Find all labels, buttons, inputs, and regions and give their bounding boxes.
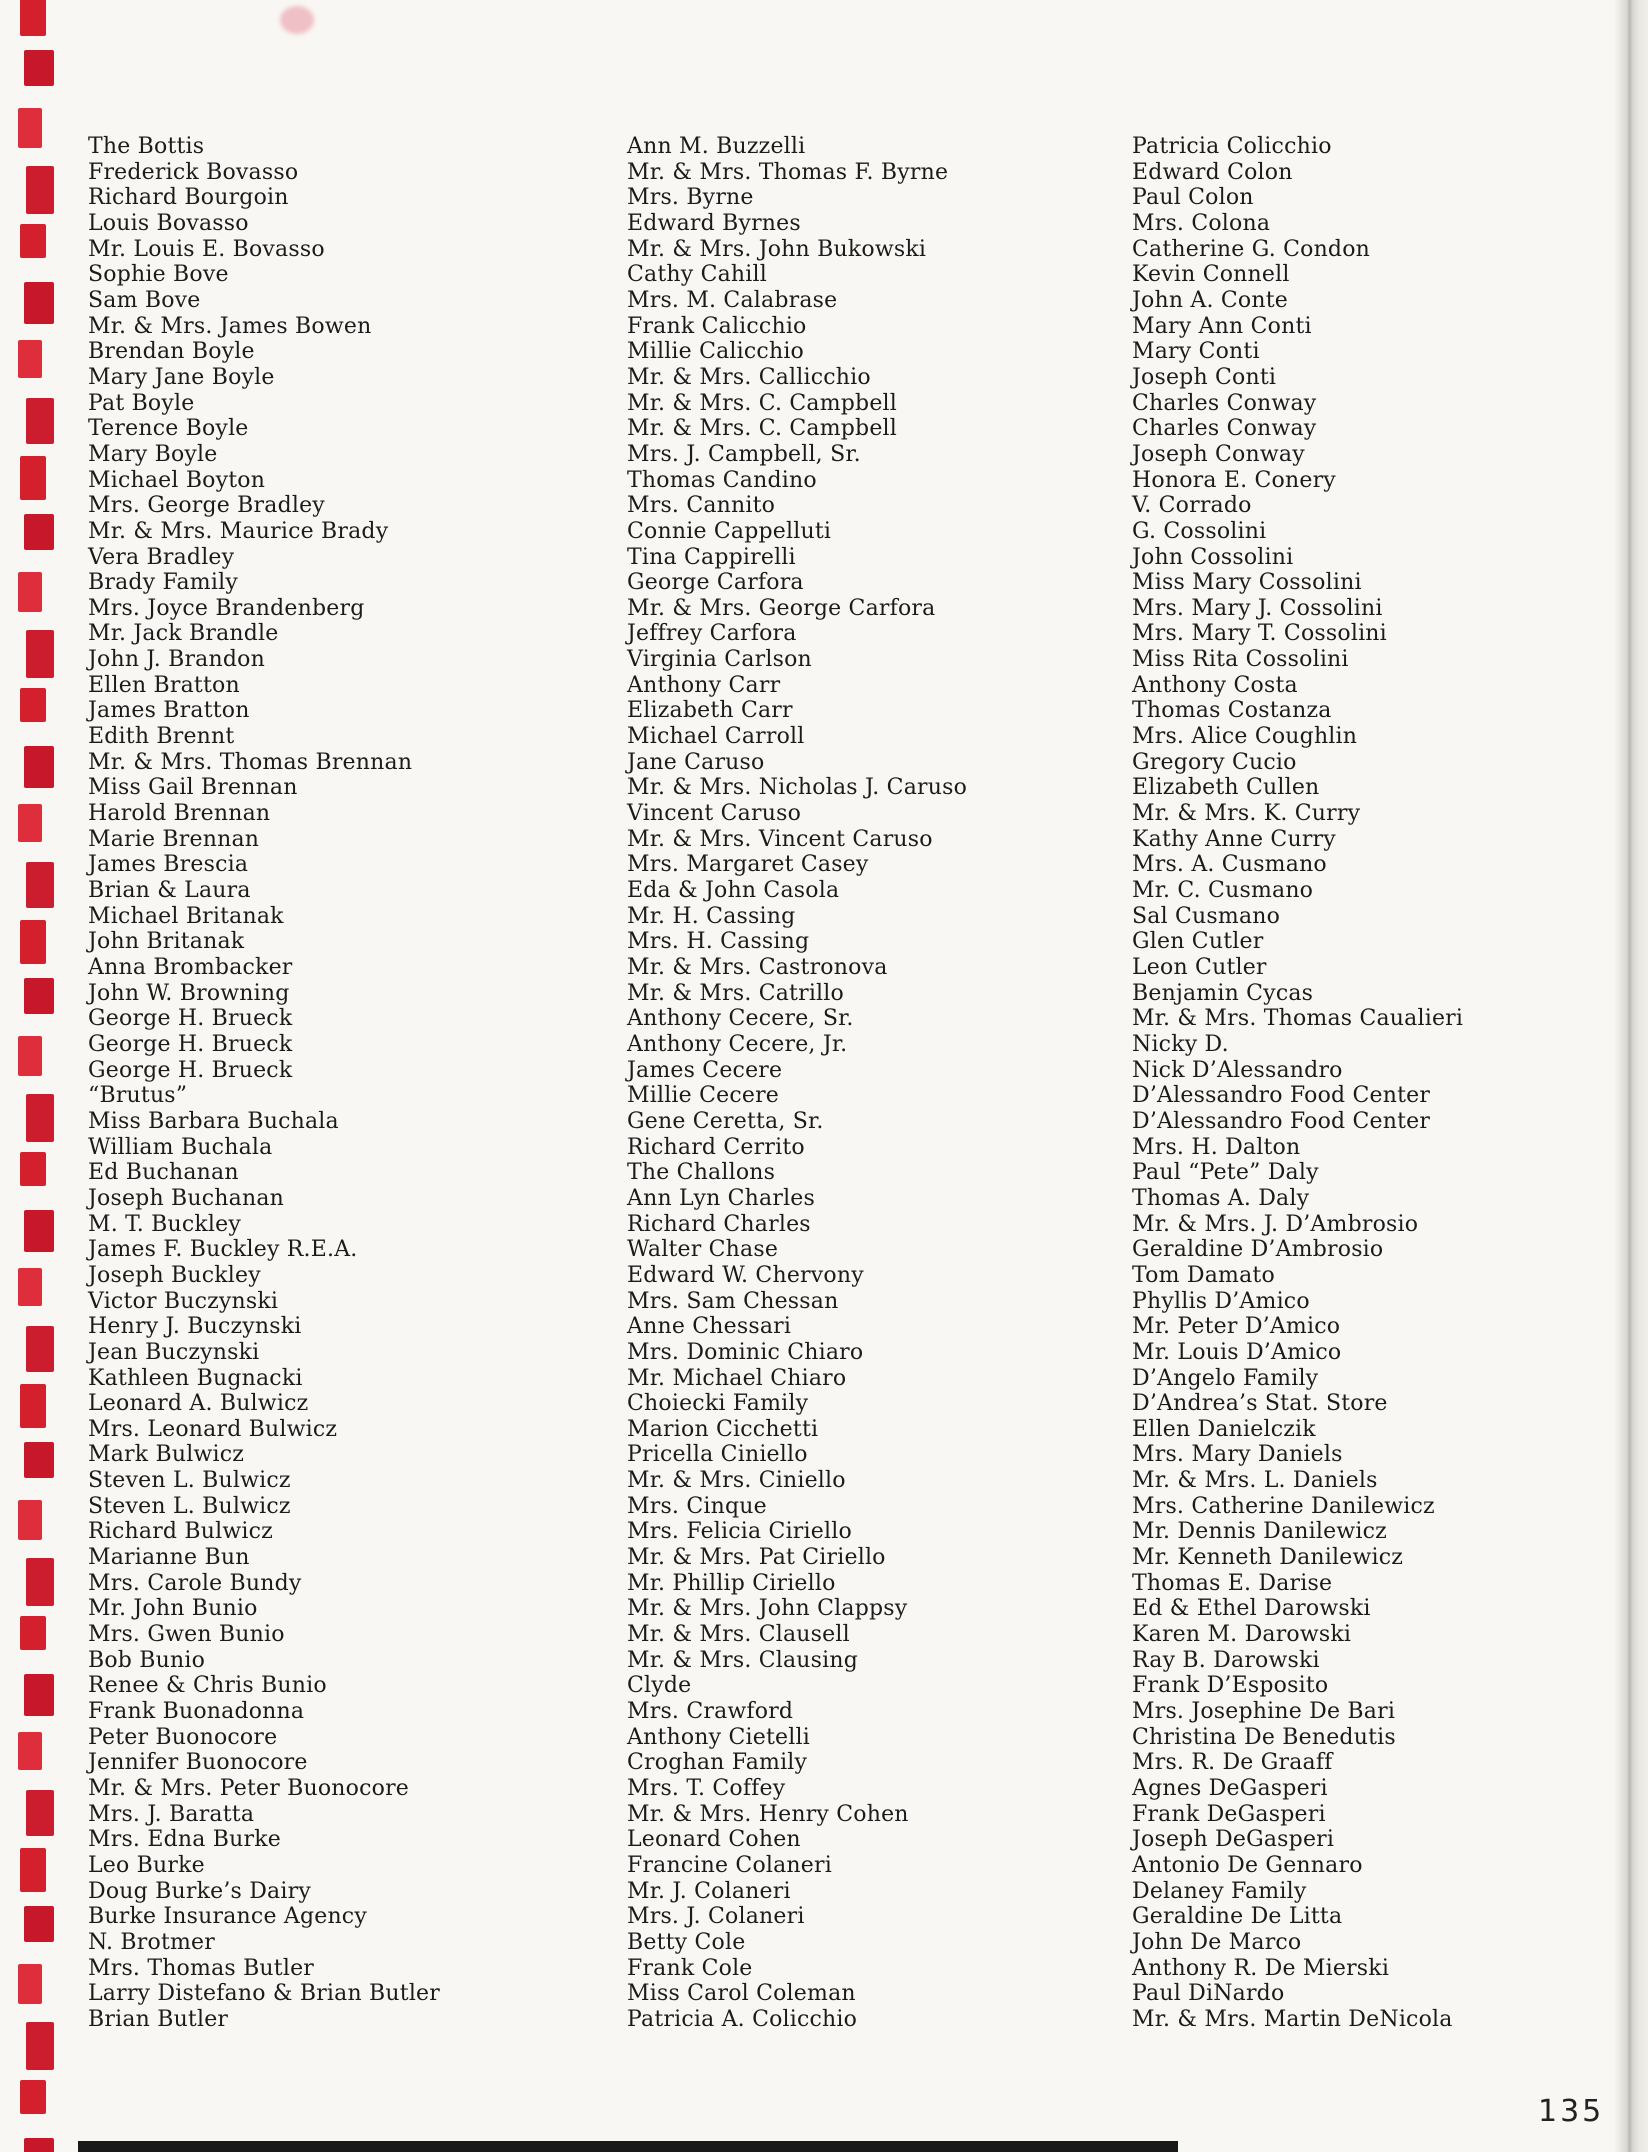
directory-entry: Elizabeth Carr	[627, 698, 793, 724]
directory-entry: Gene Ceretta, Sr.	[627, 1108, 824, 1134]
directory-entry: Burke Insurance Agency	[88, 1904, 367, 1930]
directory-entry: Mrs. Margaret Casey	[627, 852, 869, 878]
directory-entry: Mrs. H. Cassing	[627, 929, 810, 955]
directory-entry: Ed Buchanan	[88, 1160, 239, 1186]
directory-entry: Harold Brennan	[88, 801, 271, 827]
directory-entry: Leo Burke	[88, 1852, 205, 1878]
red-edge-mark	[18, 1964, 42, 2004]
directory-entry: Thomas A. Daly	[1132, 1185, 1310, 1211]
directory-entry: Ed & Ethel Darowski	[1132, 1596, 1371, 1622]
directory-entry: Vera Bradley	[88, 544, 235, 570]
directory-entry: Richard Bourgoin	[88, 185, 289, 211]
directory-entry: Anne Chessari	[627, 1314, 792, 1340]
directory-entry: Pricella Ciniello	[627, 1442, 808, 1468]
directory-entry: John W. Browning	[88, 980, 290, 1006]
red-edge-mark	[24, 1442, 54, 1478]
directory-entry: Miss Barbara Buchala	[88, 1108, 339, 1134]
directory-entry: Thomas Costanza	[1132, 698, 1332, 724]
directory-entry: Mrs. H. Dalton	[1132, 1134, 1301, 1160]
directory-entry: Mr. & Mrs. Thomas F. Byrne	[627, 159, 949, 185]
red-edge-mark	[24, 746, 54, 788]
red-edge-mark	[24, 1210, 54, 1252]
red-edge-mark	[24, 514, 54, 550]
directory-entry: Mr. & Mrs. John Clappsy	[627, 1596, 908, 1622]
directory-entry: D’Andrea’s Stat. Store	[1132, 1391, 1388, 1417]
red-edge-mark	[20, 224, 46, 258]
directory-entry: Frederick Bovasso	[88, 159, 299, 185]
directory-entry: Mrs. Alice Coughlin	[1132, 724, 1358, 750]
directory-entry: Brian Butler	[88, 2006, 229, 2032]
directory-entry: Richard Bulwicz	[88, 1519, 273, 1545]
directory-entry: Ann Lyn Charles	[627, 1185, 816, 1211]
directory-entry: Francine Colaneri	[627, 1852, 832, 1878]
directory-entry: Clyde	[627, 1673, 692, 1699]
directory-entry: Mr. Peter D’Amico	[1132, 1314, 1341, 1340]
directory-entry: Terence Boyle	[88, 416, 249, 442]
directory-entry: Mary Boyle	[88, 441, 218, 467]
directory-entry: Marion Cicchetti	[627, 1416, 819, 1442]
directory-entry: Sam Bove	[88, 287, 201, 313]
directory-entry: Mrs. J. Campbell, Sr.	[627, 441, 861, 467]
directory-entry: Mr. & Mrs. J. D’Ambrosio	[1132, 1211, 1419, 1237]
directory-entry: Ann M. Buzzelli	[627, 134, 806, 159]
directory-entry: Thomas Candino	[627, 467, 817, 493]
directory-entry: Mr. & Mrs. Thomas Brennan	[88, 749, 413, 775]
directory-entry: Leonard A. Bulwicz	[88, 1391, 309, 1417]
directory-entry: Anthony R. De Mierski	[1132, 1955, 1390, 1981]
directory-entry: Mr. J. Colaneri	[627, 1878, 791, 1904]
directory-entry: The Challons	[627, 1160, 776, 1186]
red-edge-mark	[26, 398, 54, 444]
directory-entry: Jennifer Buonocore	[88, 1750, 308, 1776]
directory-entry: Mrs. Mary Daniels	[1132, 1442, 1343, 1468]
directory-entry: Nicky D.	[1132, 1031, 1229, 1057]
red-edge-mark	[26, 630, 54, 678]
red-edge-mark	[20, 0, 46, 36]
directory-entry: Anthony Costa	[1132, 672, 1298, 698]
red-edge-mark	[26, 862, 54, 908]
directory-entry: Mr. & Mrs. Henry Cohen	[627, 1801, 909, 1827]
directory-entry: Christina De Benedutis	[1132, 1724, 1396, 1750]
directory-entry: Mr. & Mrs. Martin DeNicola	[1132, 2006, 1453, 2032]
directory-entry: D’Angelo Family	[1132, 1365, 1319, 1391]
directory-entry: Mrs. Colona	[1132, 210, 1271, 236]
directory-entry: Jeffrey Carfora	[627, 621, 797, 647]
directory-entry: Mary Jane Boyle	[88, 364, 275, 390]
red-edge-mark	[20, 1616, 46, 1650]
directory-entry: Mary Ann Conti	[1132, 313, 1312, 339]
directory-entry: Mr. Louis D’Amico	[1132, 1339, 1342, 1365]
directory-entry: James Bratton	[88, 698, 250, 724]
directory-entry: “Brutus”	[88, 1083, 188, 1109]
directory-column-1	[88, 134, 440, 2033]
directory-entry: Brian & Laura	[88, 878, 251, 904]
directory-entry: Mr. & Mrs. C. Campbell	[627, 416, 898, 442]
directory-entry: Doug Burke’s Dairy	[88, 1878, 311, 1904]
red-edge-mark	[26, 166, 54, 214]
directory-entry: Mr. Louis E. Bovasso	[88, 236, 325, 262]
directory-entry: Tom Damato	[1132, 1262, 1275, 1288]
directory-entry: Mrs. Mary J. Cossolini	[1132, 595, 1383, 621]
directory-entry: Benjamin Cycas	[1132, 980, 1314, 1006]
directory-entry: Ellen Danielczik	[1132, 1416, 1316, 1442]
directory-entry: Mrs. Felicia Ciriello	[627, 1519, 852, 1545]
directory-entry: Mrs. Mary T. Cossolini	[1132, 621, 1387, 647]
red-edge-mark	[18, 1500, 42, 1540]
directory-entry: Mr. & Mrs. Nicholas J. Caruso	[627, 775, 968, 801]
directory-entry: G. Cossolini	[1132, 518, 1267, 544]
red-edge-mark	[20, 1384, 46, 1428]
directory-entry: Honora E. Conery	[1132, 467, 1336, 493]
pink-smudge-artifact	[280, 6, 314, 34]
directory-entry: Ellen Bratton	[88, 672, 240, 698]
directory-entry: Mrs. Josephine De Bari	[1132, 1699, 1396, 1725]
red-edge-mark	[18, 1036, 42, 1076]
directory-entry: Mr. Michael Chiaro	[627, 1365, 847, 1391]
directory-entry: Mrs. Edna Burke	[88, 1827, 281, 1853]
directory-entry: Mr. & Mrs. George Carfora	[627, 595, 936, 621]
directory-entry: Mrs. Crawford	[627, 1699, 794, 1725]
directory-entry: Mrs. Cinque	[627, 1493, 767, 1519]
directory-entry: Victor Buczynski	[88, 1288, 279, 1314]
directory-entry: Mrs. J. Baratta	[88, 1801, 255, 1827]
red-edge-mark	[24, 2138, 54, 2152]
directory-entry: Mark Bulwicz	[88, 1442, 245, 1468]
directory-entry: Mr. Kenneth Danilewicz	[1132, 1545, 1404, 1571]
directory-entry: Patricia A. Colicchio	[627, 2006, 858, 2032]
directory-entry: Patricia Colicchio	[1132, 134, 1332, 159]
red-edge-mark	[18, 804, 42, 842]
directory-entry: The Bottis	[88, 134, 205, 159]
red-edge-mark	[20, 1848, 46, 1892]
directory-entry: George Carfora	[627, 570, 804, 596]
directory-entry: Sophie Bove	[88, 262, 229, 288]
directory-entry: Joseph Buchanan	[88, 1185, 285, 1211]
directory-entry: Edward Byrnes	[627, 210, 801, 236]
directory-entry: Richard Charles	[627, 1211, 811, 1237]
red-edge-mark	[18, 1268, 42, 1306]
red-edge-mark	[18, 340, 42, 378]
left-edge-marks	[0, 0, 60, 2152]
directory-entry: Pat Boyle	[88, 390, 195, 416]
directory-entry: Mrs. Leonard Bulwicz	[88, 1416, 338, 1442]
red-edge-mark	[24, 1674, 54, 1716]
directory-entry: Brendan Boyle	[88, 339, 255, 365]
directory-entry: Ray B. Darowski	[1132, 1647, 1320, 1673]
directory-entry: Mr. & Mrs. Pat Ciriello	[627, 1545, 886, 1571]
directory-entry: Anthony Carr	[627, 672, 781, 698]
red-edge-mark	[20, 2080, 46, 2114]
directory-entry: Agnes DeGasperi	[1132, 1776, 1328, 1801]
directory-entry: Antonio De Gennaro	[1132, 1852, 1363, 1878]
directory-entry: Mr. & Mrs. Callicchio	[627, 364, 871, 390]
directory-entry: William Buchala	[88, 1134, 273, 1160]
directory-entry: John De Marco	[1132, 1929, 1302, 1955]
directory-entry: Mr. & Mrs. Ciniello	[627, 1468, 846, 1494]
directory-entry: Mr. Phillip Ciriello	[627, 1570, 836, 1596]
directory-entry: Michael Carroll	[627, 724, 805, 750]
directory-entry: Frank Cole	[627, 1955, 753, 1981]
directory-entry: Mr. & Mrs. Clausing	[627, 1647, 859, 1673]
directory-entry: Anna Brombacker	[88, 955, 293, 980]
directory-entry: Mr. & Mrs. L. Daniels	[1132, 1468, 1378, 1494]
red-edge-mark	[26, 1790, 54, 1836]
directory-entry: George H. Brueck	[88, 1031, 293, 1057]
directory-entry: Cathy Cahill	[627, 262, 768, 288]
directory-entry: Steven L. Bulwicz	[88, 1493, 291, 1519]
directory-entry: Glen Cutler	[1132, 929, 1264, 955]
directory-entry: Frank Calicchio	[627, 313, 807, 339]
directory-entry: Michael Britanak	[88, 903, 284, 929]
red-edge-mark	[26, 2022, 54, 2070]
directory-entry: Mary Conti	[1132, 339, 1260, 365]
directory-entry: Anthony Cietelli	[627, 1724, 810, 1750]
red-edge-mark	[24, 978, 54, 1014]
directory-entry: Mrs. Carole Bundy	[88, 1570, 302, 1596]
directory-entry: Brady Family	[88, 570, 238, 596]
directory-entry: Marie Brennan	[88, 826, 260, 852]
directory-entry: M. T. Buckley	[88, 1211, 242, 1237]
directory-entry: Gregory Cucio	[1132, 749, 1297, 775]
directory-entry: Elizabeth Cullen	[1132, 775, 1320, 801]
directory-entry: D’Alessandro Food Center	[1132, 1108, 1431, 1134]
red-edge-mark	[20, 1152, 46, 1186]
directory-entry: Jane Caruso	[627, 749, 765, 775]
directory-entry: Bob Bunio	[88, 1647, 206, 1673]
directory-entry: John Cossolini	[1132, 544, 1294, 570]
directory-entry: Tina Cappirelli	[627, 544, 796, 570]
directory-entry: Kathleen Bugnacki	[88, 1365, 303, 1391]
red-edge-mark	[20, 456, 46, 500]
directory-entry: Mrs. Dominic Chiaro	[627, 1339, 864, 1365]
directory-entry: Connie Cappelluti	[627, 518, 832, 544]
directory-entry: Mr. Dennis Danilewicz	[1132, 1519, 1387, 1545]
directory-entry: V. Corrado	[1132, 493, 1252, 519]
directory-entry: Anthony Cecere, Jr.	[627, 1031, 848, 1057]
directory-entry: Mr. Jack Brandle	[88, 621, 279, 647]
directory-entry: James Cecere	[627, 1057, 783, 1083]
directory-entry: Charles Conway	[1132, 416, 1317, 442]
red-edge-mark	[26, 1326, 54, 1372]
directory-entry: Leonard Cohen	[627, 1827, 801, 1853]
directory-entry: Mr. & Mrs. Vincent Caruso	[627, 826, 933, 852]
directory-entry: Mrs. Catherine Danilewicz	[1132, 1493, 1435, 1519]
red-edge-mark	[18, 1732, 42, 1770]
directory-entry: Mrs. Sam Chessan	[627, 1288, 839, 1314]
directory-entry: Frank D’Esposito	[1132, 1673, 1329, 1699]
directory-entry: John J. Brandon	[88, 647, 265, 673]
directory-entry: Mrs. Thomas Butler	[88, 1955, 315, 1981]
directory-entry: Mr. H. Cassing	[627, 903, 796, 929]
directory-entry: Mr. & Mrs. K. Curry	[1132, 801, 1361, 827]
directory-entry: Thomas E. Darise	[1132, 1570, 1333, 1596]
directory-entry: Louis Bovasso	[88, 210, 249, 236]
directory-entry: Millie Cecere	[627, 1083, 780, 1109]
directory-entry: Miss Mary Cossolini	[1132, 570, 1362, 596]
directory-entry: George H. Brueck	[88, 1057, 293, 1083]
directory-entry: Betty Cole	[627, 1929, 746, 1955]
directory-entry: James F. Buckley R.E.A.	[88, 1237, 358, 1263]
directory-entry: John A. Conte	[1132, 287, 1288, 313]
directory-entry: Walter Chase	[627, 1237, 779, 1263]
directory-column-2	[627, 134, 967, 2033]
directory-entry: Mrs. Joyce Brandenberg	[88, 595, 365, 621]
directory-entry: Miss Carol Coleman	[627, 1981, 856, 2007]
directory-entry: Leon Cutler	[1132, 955, 1267, 980]
directory-entry: Richard Cerrito	[627, 1134, 805, 1160]
directory-entry: Larry Distefano & Brian Butler	[88, 1981, 440, 2007]
directory-entry: Geraldine D’Ambrosio	[1132, 1237, 1384, 1263]
directory-entry: Choiecki Family	[627, 1391, 809, 1417]
red-edge-mark	[18, 572, 42, 612]
directory-entry: Paul Colon	[1132, 185, 1254, 211]
directory-entry: Mrs. M. Calabrase	[627, 287, 838, 313]
directory-entry: James Brescia	[88, 852, 249, 878]
directory-entry: Mr. & Mrs. Peter Buonocore	[88, 1776, 410, 1801]
directory-entry: George H. Brueck	[88, 1006, 293, 1032]
directory-entry: Mrs. Byrne	[627, 185, 754, 211]
directory-entry: Kevin Connell	[1132, 262, 1290, 288]
directory-entry: Charles Conway	[1132, 390, 1317, 416]
directory-entry: John Britanak	[88, 929, 245, 955]
directory-entry: Frank Buonadonna	[88, 1699, 305, 1725]
directory-entry: Mrs. J. Colaneri	[627, 1904, 805, 1930]
directory-entry: Nick D’Alessandro	[1132, 1057, 1343, 1083]
directory-entry: Mr. & Mrs. Castronova	[627, 955, 888, 980]
directory-entry: Edward Colon	[1132, 159, 1293, 185]
directory-entry: Vincent Caruso	[627, 801, 802, 827]
red-edge-mark	[24, 282, 54, 324]
directory-entry: Michael Boyton	[88, 467, 266, 493]
directory-entry: Kathy Anne Curry	[1132, 826, 1336, 852]
scan-bottom-bar-artifact	[78, 2141, 1178, 2152]
directory-entry: Joseph Conway	[1132, 441, 1305, 467]
directory-entry: Peter Buonocore	[88, 1724, 278, 1750]
directory-entry: Mrs. Cannito	[627, 493, 776, 519]
directory-entry: Mr. & Mrs. James Bowen	[88, 313, 372, 339]
red-edge-mark	[26, 1558, 54, 1606]
directory-entry: Phyllis D’Amico	[1132, 1288, 1310, 1314]
directory-entry: Joseph Conti	[1132, 364, 1277, 390]
directory-entry: Henry J. Buczynski	[88, 1314, 302, 1340]
directory-entry: Mrs. Gwen Bunio	[88, 1622, 285, 1648]
directory-entry: Mr. & Mrs. Thomas Caualieri	[1132, 1006, 1464, 1032]
directory-entry: Catherine G. Condon	[1132, 236, 1371, 262]
directory-entry: Millie Calicchio	[627, 339, 804, 365]
directory-entry: Edward W. Chervony	[627, 1262, 864, 1288]
directory-entry: Mrs. T. Coffey	[627, 1776, 786, 1801]
directory-entry: Eda & John Casola	[627, 878, 840, 904]
directory-entry: Mr. & Mrs. C. Campbell	[627, 390, 898, 416]
directory-entry: Karen M. Darowski	[1132, 1622, 1352, 1648]
directory-entry: Geraldine De Litta	[1132, 1904, 1343, 1930]
directory-entry: Paul DiNardo	[1132, 1981, 1285, 2007]
directory-entry: Mr. & Mrs. Catrillo	[627, 980, 844, 1006]
page-edge-shadow	[1614, 0, 1648, 2152]
red-edge-mark	[18, 108, 42, 148]
directory-entry: Sal Cusmano	[1132, 903, 1281, 929]
directory-entry: Mr. John Bunio	[88, 1596, 258, 1622]
directory-entry: Renee & Chris Bunio	[88, 1673, 327, 1699]
directory-entry: D’Alessandro Food Center	[1132, 1083, 1431, 1109]
directory-entry: Delaney Family	[1132, 1878, 1307, 1904]
directory-entry: Paul “Pete” Daly	[1132, 1160, 1319, 1186]
directory-entry: Mrs. A. Cusmano	[1132, 852, 1327, 878]
directory-entry: Mr. & Mrs. Maurice Brady	[88, 518, 389, 544]
directory-entry: Jean Buczynski	[88, 1339, 260, 1365]
red-edge-mark	[20, 920, 46, 964]
directory-entry: N. Brotmer	[88, 1929, 215, 1955]
directory-entry: Mr. C. Cusmano	[1132, 878, 1314, 904]
directory-entry: Steven L. Bulwicz	[88, 1468, 291, 1494]
directory-entry: Miss Rita Cossolini	[1132, 647, 1349, 673]
directory-entry: Mr. & Mrs. John Bukowski	[627, 236, 927, 262]
red-edge-mark	[20, 688, 46, 722]
directory-entry: Mrs. R. De Graaff	[1132, 1750, 1333, 1776]
directory-entry: Edith Brennt	[88, 724, 235, 750]
directory-entry: Miss Gail Brennan	[88, 775, 298, 801]
directory-entry: Mr. & Mrs. Clausell	[627, 1622, 850, 1648]
directory-entry: Frank DeGasperi	[1132, 1801, 1326, 1827]
red-edge-mark	[26, 1094, 54, 1142]
directory-entry: Joseph DeGasperi	[1132, 1827, 1335, 1853]
directory-entry: Virginia Carlson	[627, 647, 812, 673]
red-edge-mark	[24, 50, 54, 86]
directory-entry: Marianne Bun	[88, 1545, 250, 1571]
directory-entry: Croghan Family	[627, 1750, 808, 1776]
red-edge-mark	[24, 1906, 54, 1942]
page-number: 135	[1538, 2094, 1605, 2129]
directory-entry: Anthony Cecere, Sr.	[627, 1006, 854, 1032]
directory-column-3	[1132, 134, 1463, 2033]
directory-entry: Mrs. George Bradley	[88, 493, 325, 519]
directory-entry: Joseph Buckley	[88, 1262, 261, 1288]
